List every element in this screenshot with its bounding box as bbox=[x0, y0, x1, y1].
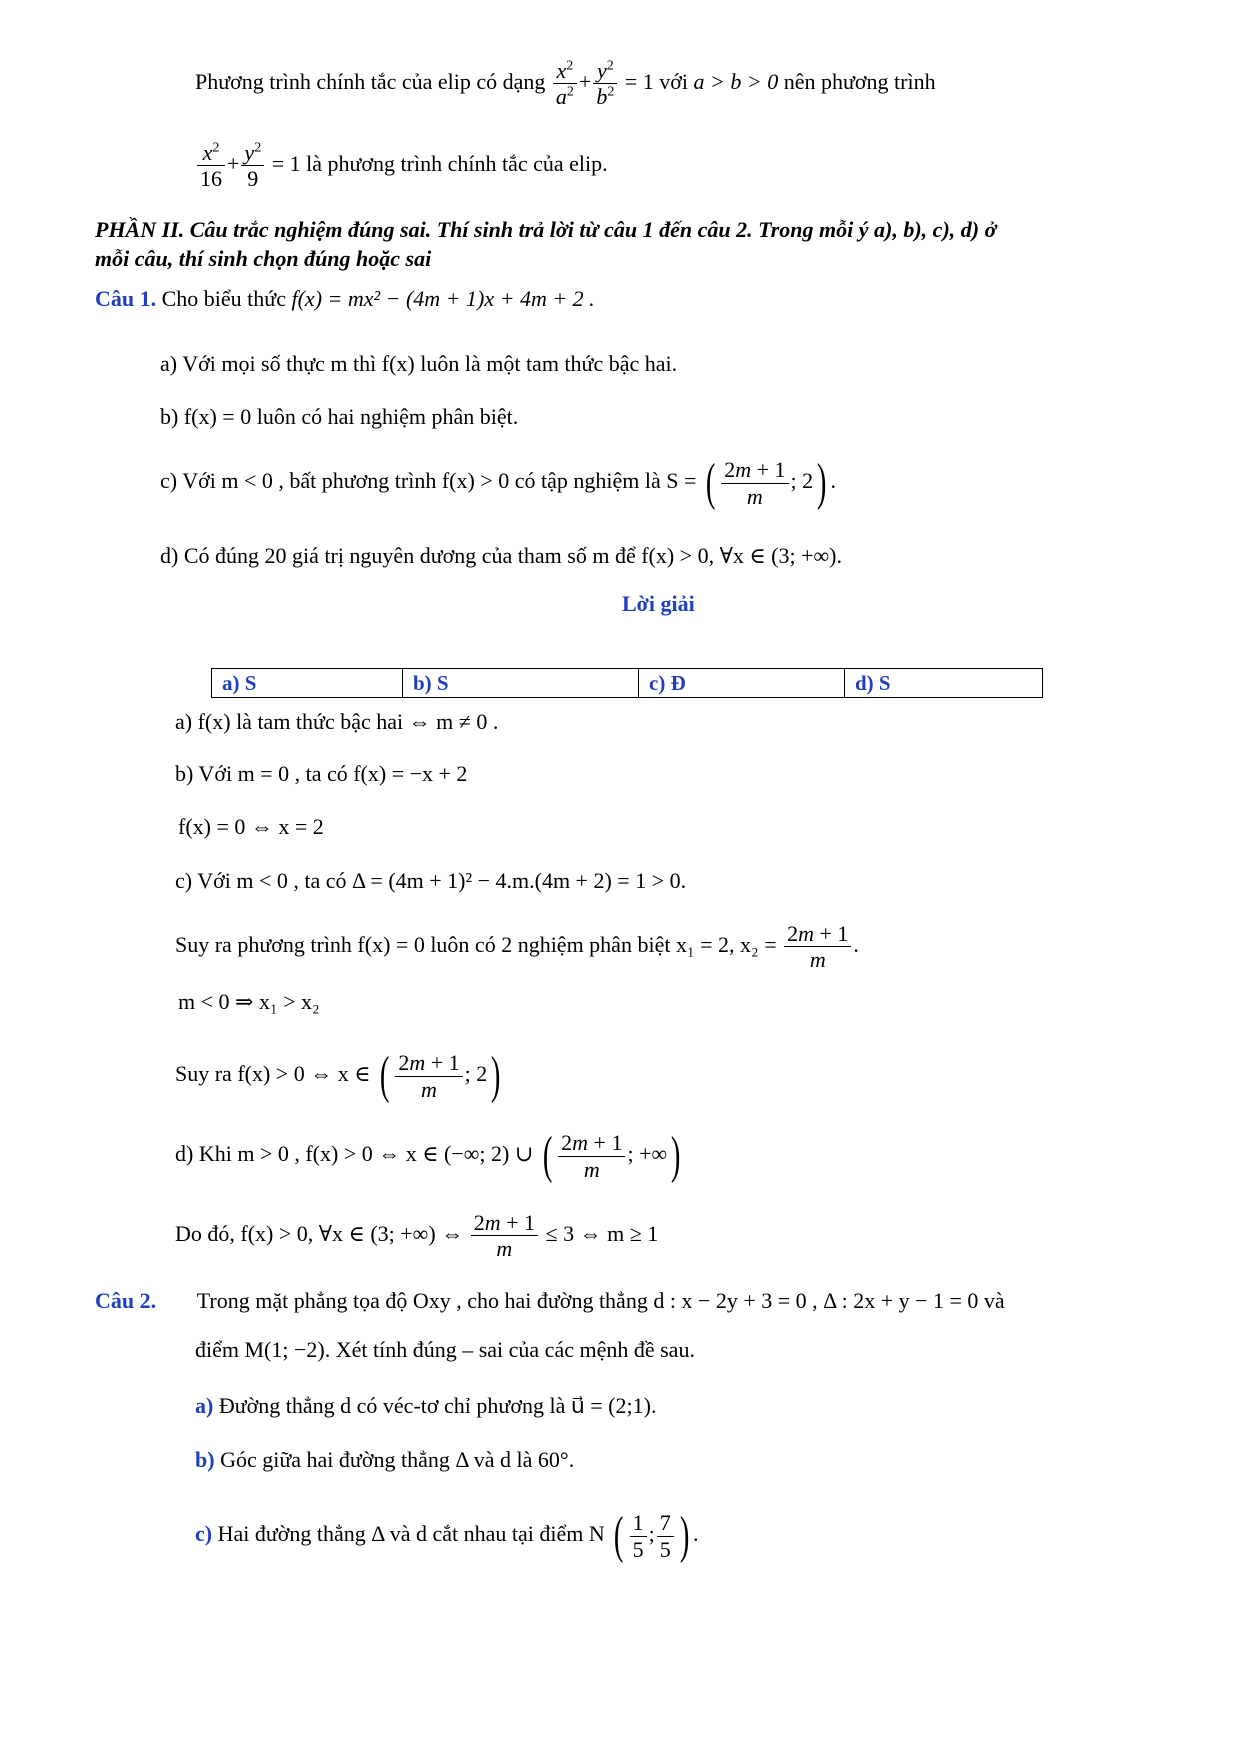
sol-c2-text: Suy ra phương trình f(x) = 0 luôn có 2 nghiệm phân biệt x₁ = 2, x₂ = bbox=[175, 931, 777, 957]
sol-c4-text: Suy ra f(x) > 0 ⇔ x ∈ bbox=[175, 1061, 371, 1087]
sol-d2-text: Do đó, f(x) > 0, ∀x ∈ (3; +∞) ⇔ bbox=[175, 1220, 464, 1246]
q2-b-text: Góc giữa hai đường thẳng Δ và d là 60°. bbox=[220, 1447, 575, 1472]
sol-b1: b) Với m = 0 , ta có f(x) = −x + 2 bbox=[175, 761, 468, 786]
answer-b: b) S bbox=[403, 669, 639, 698]
solution-title: Lời giải bbox=[622, 591, 695, 616]
sol-c2: Suy ra phương trình f(x) = 0 luôn có 2 nghiệm phân biệt x₁ = 2, x₂ = $\frac{2m + 1}{m}$ . bbox=[175, 921, 859, 973]
q2-option-b bbox=[195, 1446, 574, 1474]
intro-text-post: nên phương trình bbox=[783, 68, 936, 94]
sol-c1: c) Với m < 0 , ta có Δ = (4m + 1)² − 4.m.(4m + 2) = 1 > 0. bbox=[175, 868, 687, 893]
q2-line1: Trong mặt phẳng tọa độ Oxy , cho hai đường thẳng d : x − 2y + 3 = 0 , Δ : 2x + y − 1 = 0 và bbox=[196, 1288, 1005, 1313]
q2-stem bbox=[95, 1287, 1005, 1315]
sol-c4: Suy ra f(x) > 0 ⇔ x ∈ ( $\frac{2m + 1}{m}$ ; 2) bbox=[175, 1047, 501, 1104]
q2-option-a bbox=[195, 1392, 656, 1420]
q1-option-c: c) Với m < 0 , bất phương trình f(x) > 0 có tập nghiệm là S = ( $\frac{2m + 1}{m}$ ; 2) . bbox=[160, 454, 836, 511]
intro-eq-2: = 1 bbox=[271, 150, 301, 176]
intro-line-1: Phương trình chính tắc của elip có dạng $\frac{x^2}{a^2}$ + $\frac{y^2}{b^2}$ = 1 với a > b > 0 nên phương trình bbox=[195, 58, 936, 110]
q2-option-c: c) Hai đường thẳng Δ và d cắt nhau tại điểm N ( $\frac{1}{5}$ ; $\frac{7}{5}$ ) . bbox=[195, 1507, 699, 1564]
intro-eq: = 1 với bbox=[624, 68, 688, 94]
sol-d2-post: ≤ 3 ⇔ m ≥ 1 bbox=[545, 1220, 659, 1246]
sol-d1-text: d) Khi m > 0 , f(x) > 0 ⇔ x ∈ (−∞; 2) ∪ bbox=[175, 1141, 534, 1167]
q2-c-text: Hai đường thẳng Δ và d cắt nhau tại điểm N bbox=[217, 1521, 605, 1547]
intro-condition: a > b > 0 bbox=[693, 68, 779, 94]
sol-a: a) f(x) là tam thức bậc hai ⇔ m ≠ 0 . bbox=[175, 709, 499, 734]
q2-a-label: a) bbox=[195, 1393, 214, 1418]
intro-line-2: $\frac{x^2}{16}$ + $\frac{y^2}{9}$ = 1 là phương trình chính tắc của elip. bbox=[195, 140, 608, 192]
sol-b2: f(x) = 0 ⇔ x = 2 bbox=[178, 814, 324, 839]
intro-text: Phương trình chính tắc của elip có dạng bbox=[195, 68, 546, 94]
part2-heading: PHẦN II. Câu trắc nghiệm đúng sai. Thí sinh trả lời từ câu 1 đến câu 2. Trong mỗi ý a), b), c), d) ở bbox=[95, 217, 997, 242]
q2-label: Câu 2. bbox=[95, 1288, 157, 1313]
q1-option-d: d) Có đúng 20 giá trị nguyên dương của tham số m để f(x) > 0, ∀x ∈ (3; +∞). bbox=[160, 543, 843, 568]
q1-option-b: b) f(x) = 0 luôn có hai nghiệm phân biệt. bbox=[160, 404, 519, 429]
answer-c: c) Đ bbox=[639, 669, 845, 698]
sol-d2: Do đó, f(x) > 0, ∀x ∈ (3; +∞) ⇔ $\frac{2m + 1}{m}$ ≤ 3 ⇔ m ≥ 1 bbox=[175, 1210, 659, 1262]
sol-d1: d) Khi m > 0 , f(x) > 0 ⇔ x ∈ (−∞; 2) ∪ ( $\frac{2m + 1}{m}$ ; +∞) bbox=[175, 1127, 681, 1184]
q1-option-c-text: c) Với m < 0 , bất phương trình f(x) > 0 có tập nghiệm là S = bbox=[160, 468, 697, 494]
part2-heading-2: mỗi câu, thí sinh chọn đúng hoặc sai bbox=[95, 246, 432, 271]
q2-c-label: c) bbox=[195, 1521, 213, 1547]
q1-formula: f(x) = mx² − (4m + 1)x + 4m + 2 . bbox=[291, 286, 595, 311]
q2-b-label: b) bbox=[195, 1447, 215, 1472]
answer-d: d) S bbox=[845, 669, 1043, 698]
q1-text: Cho biểu thức bbox=[161, 286, 286, 311]
q1-option-a: a) Với mọi số thực m thì f(x) luôn là một tam thức bậc hai. bbox=[160, 351, 678, 376]
q1-label: Câu 1. bbox=[95, 286, 157, 311]
q2-line2: điểm M(1; −2). Xét tính đúng – sai của các mệnh đề sau. bbox=[195, 1337, 695, 1362]
answer-a: a) S bbox=[212, 669, 403, 698]
answer-table bbox=[211, 668, 1043, 698]
sol-c3: m < 0 ⇒ x₁ > x₂ bbox=[178, 989, 320, 1014]
intro-text-2: là phương trình chính tắc của elip. bbox=[306, 150, 608, 176]
q2-a-text: Đường thẳng d có véc-tơ chỉ phương là u⃗ = (2;1). bbox=[218, 1393, 657, 1418]
q1-stem bbox=[95, 285, 595, 313]
